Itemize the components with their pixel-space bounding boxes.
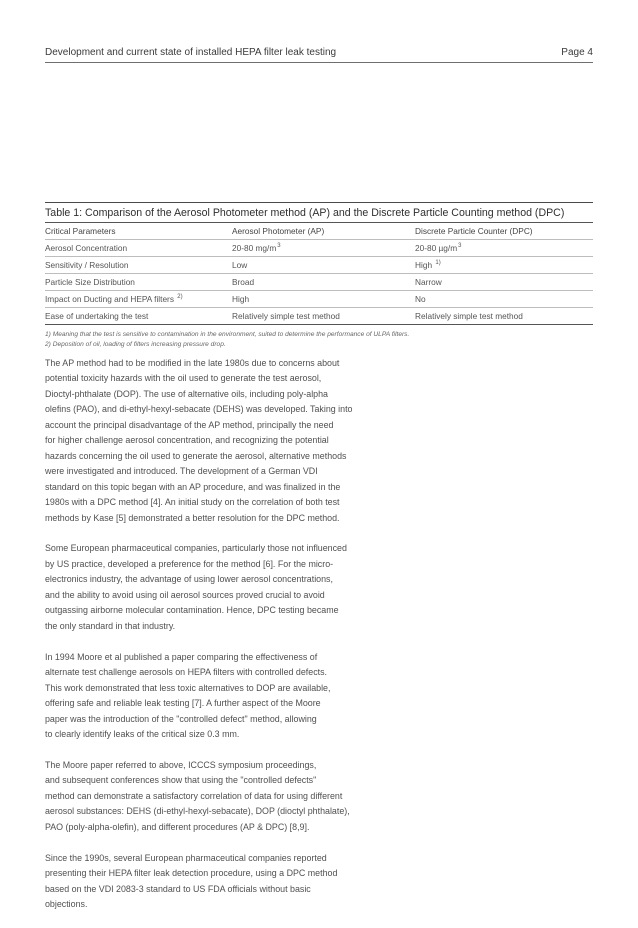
paragraph [45,356,375,526]
column-header: Discrete Particle Counter (DPC) [415,223,593,240]
text-line: aerosol substances: DEHS (di-ethyl-hexyl-sebacate), DOP (dioctyl phthalate), [45,806,350,817]
table-footnotes [45,330,593,350]
table-cell: High $^{1)}$ [415,257,593,274]
comparison-table-block [45,202,593,350]
text-line: based on the VDI 2083-3 standard to US FDA officials without basic [45,883,311,894]
text-line: and subsequent conferences show that using the "controlled defects" [45,775,317,786]
text-line: 1980s with a DPC method [4]. An initial study on the correlation of both test [45,497,340,508]
text-line: paper was the introduction of the "controlled defect" method, allowing [45,713,317,724]
table-cell: Broad [232,274,415,291]
paragraph [45,541,375,634]
table-cell: Relatively simple test method [232,308,415,325]
text-line: The AP method had to be modified in the late 1980s due to concerns about [45,358,340,368]
table-cell: 20-80 $mg/m^3$ [232,240,415,257]
paragraph [45,650,375,743]
table-row [45,291,593,308]
table-row [45,308,593,325]
table-cell: Particle Size Distribution [45,274,232,291]
text-line: potential toxicity hazards with the oil used to generate the test aerosol, [45,373,322,384]
text-line: In 1994 Moore et al published a paper comparing the effectiveness of [45,651,318,662]
text-line: account the principal disadvantage of the AP method, principally the need [45,419,334,430]
body-text [45,356,375,928]
table-cell: High [232,291,415,308]
text-line: Some European pharmaceutical companies, particularly those not influenced [45,543,347,554]
text-line: This work demonstrated that less toxic alternatives to DOP are available, [45,682,331,693]
page-header [45,47,593,63]
text-line: Since the 1990s, several European pharmaceutical companies reported [45,852,327,863]
column-header: Critical Parameters [45,223,232,240]
text-line: the only standard in that industry. [45,620,176,631]
table-cell: No [415,291,593,308]
page-number: Page 4 [561,47,593,58]
text-line: The Moore paper referred to above, ICCCS symposium proceedings, [45,759,317,770]
paragraph [45,851,375,913]
table-cell: Sensitivity / Resolution [45,257,232,274]
table-cell: Impact on Ducting and HEPA filters $^{2)}$ [45,291,232,308]
text-line: for higher challenge aerosol concentration, and recognizing the potential [45,435,329,446]
table-cell: Low [232,257,415,274]
text-line: by US practice, developed a preference for the method [6]. For the micro- [45,558,334,569]
text-line: method can demonstrate a satisfactory correlation of data for using different [45,790,343,801]
text-line: presenting their HEPA filter leak detection procedure, using a DPC method [45,868,338,879]
text-line: outgassing airborne molecular contamination. Hence, DPC testing became [45,605,339,616]
text-line: alternate test challenge aerosols on HEPA filters with controlled defects. [45,667,328,678]
table-header-row [45,223,593,240]
footnote: 2) Deposition of oil, loading of filters increasing pressure drop. [45,341,226,348]
text-line: olefins (PAO), and di-ethyl-hexyl-sebacate (DEHS) was developed. Taking into [45,404,353,415]
table-row [45,257,593,274]
text-line: objections. [45,899,88,910]
table-row [45,274,593,291]
text-line: electronics industry, the advantage of using lower aerosol concentrations, [45,574,333,585]
table-cell: Narrow [415,274,593,291]
column-header: Aerosol Photometer (AP) [232,223,415,240]
table-cell: Aerosol Concentration [45,240,232,257]
text-line: hazards concerning the oil used to generate the aerosol, alternative methods [45,450,347,461]
paragraph [45,758,375,835]
table-caption: Table 1: Comparison of the Aerosol Photometer method (AP) and the Discrete Particle Counting method (DPC) [45,202,593,222]
text-line: PAO (poly-alpha-olefin), and different procedures (AP & DPC) [8,9]. [45,821,310,832]
footnote: 1) Meaning that the test is sensitive to contamination in the environment, suited to determine the performance of ULPA filters. [45,331,410,338]
text-line: methods by Kase [5] demonstrated a better resolution for the DPC method. [45,512,340,523]
table-cell: 20-80 $\mu g/m^3$ [415,240,593,257]
table-cell: Ease of undertaking the test [45,308,232,325]
text-line: Dioctyl-phthalate (DOP). The use of alternative oils, including poly-alpha [45,388,328,399]
table-row [45,240,593,257]
comparison-table [45,222,593,325]
text-line: and the ability to avoid using oil aerosol sources proved crucial to avoid [45,589,325,600]
text-line: to clearly identify leaks of the critical size 0.3 mm. [45,728,240,739]
text-line: were investigated and introduced. The development of a German VDI [45,466,318,477]
text-line: standard on this topic began with an AP procedure, and was finalized in the [45,481,341,492]
table-cell: Relatively simple test method [415,308,593,325]
header-title: Development and current state of installed HEPA filter leak testing [45,47,337,58]
text-line: offering safe and reliable leak testing [7]. A further aspect of the Moore [45,698,321,709]
